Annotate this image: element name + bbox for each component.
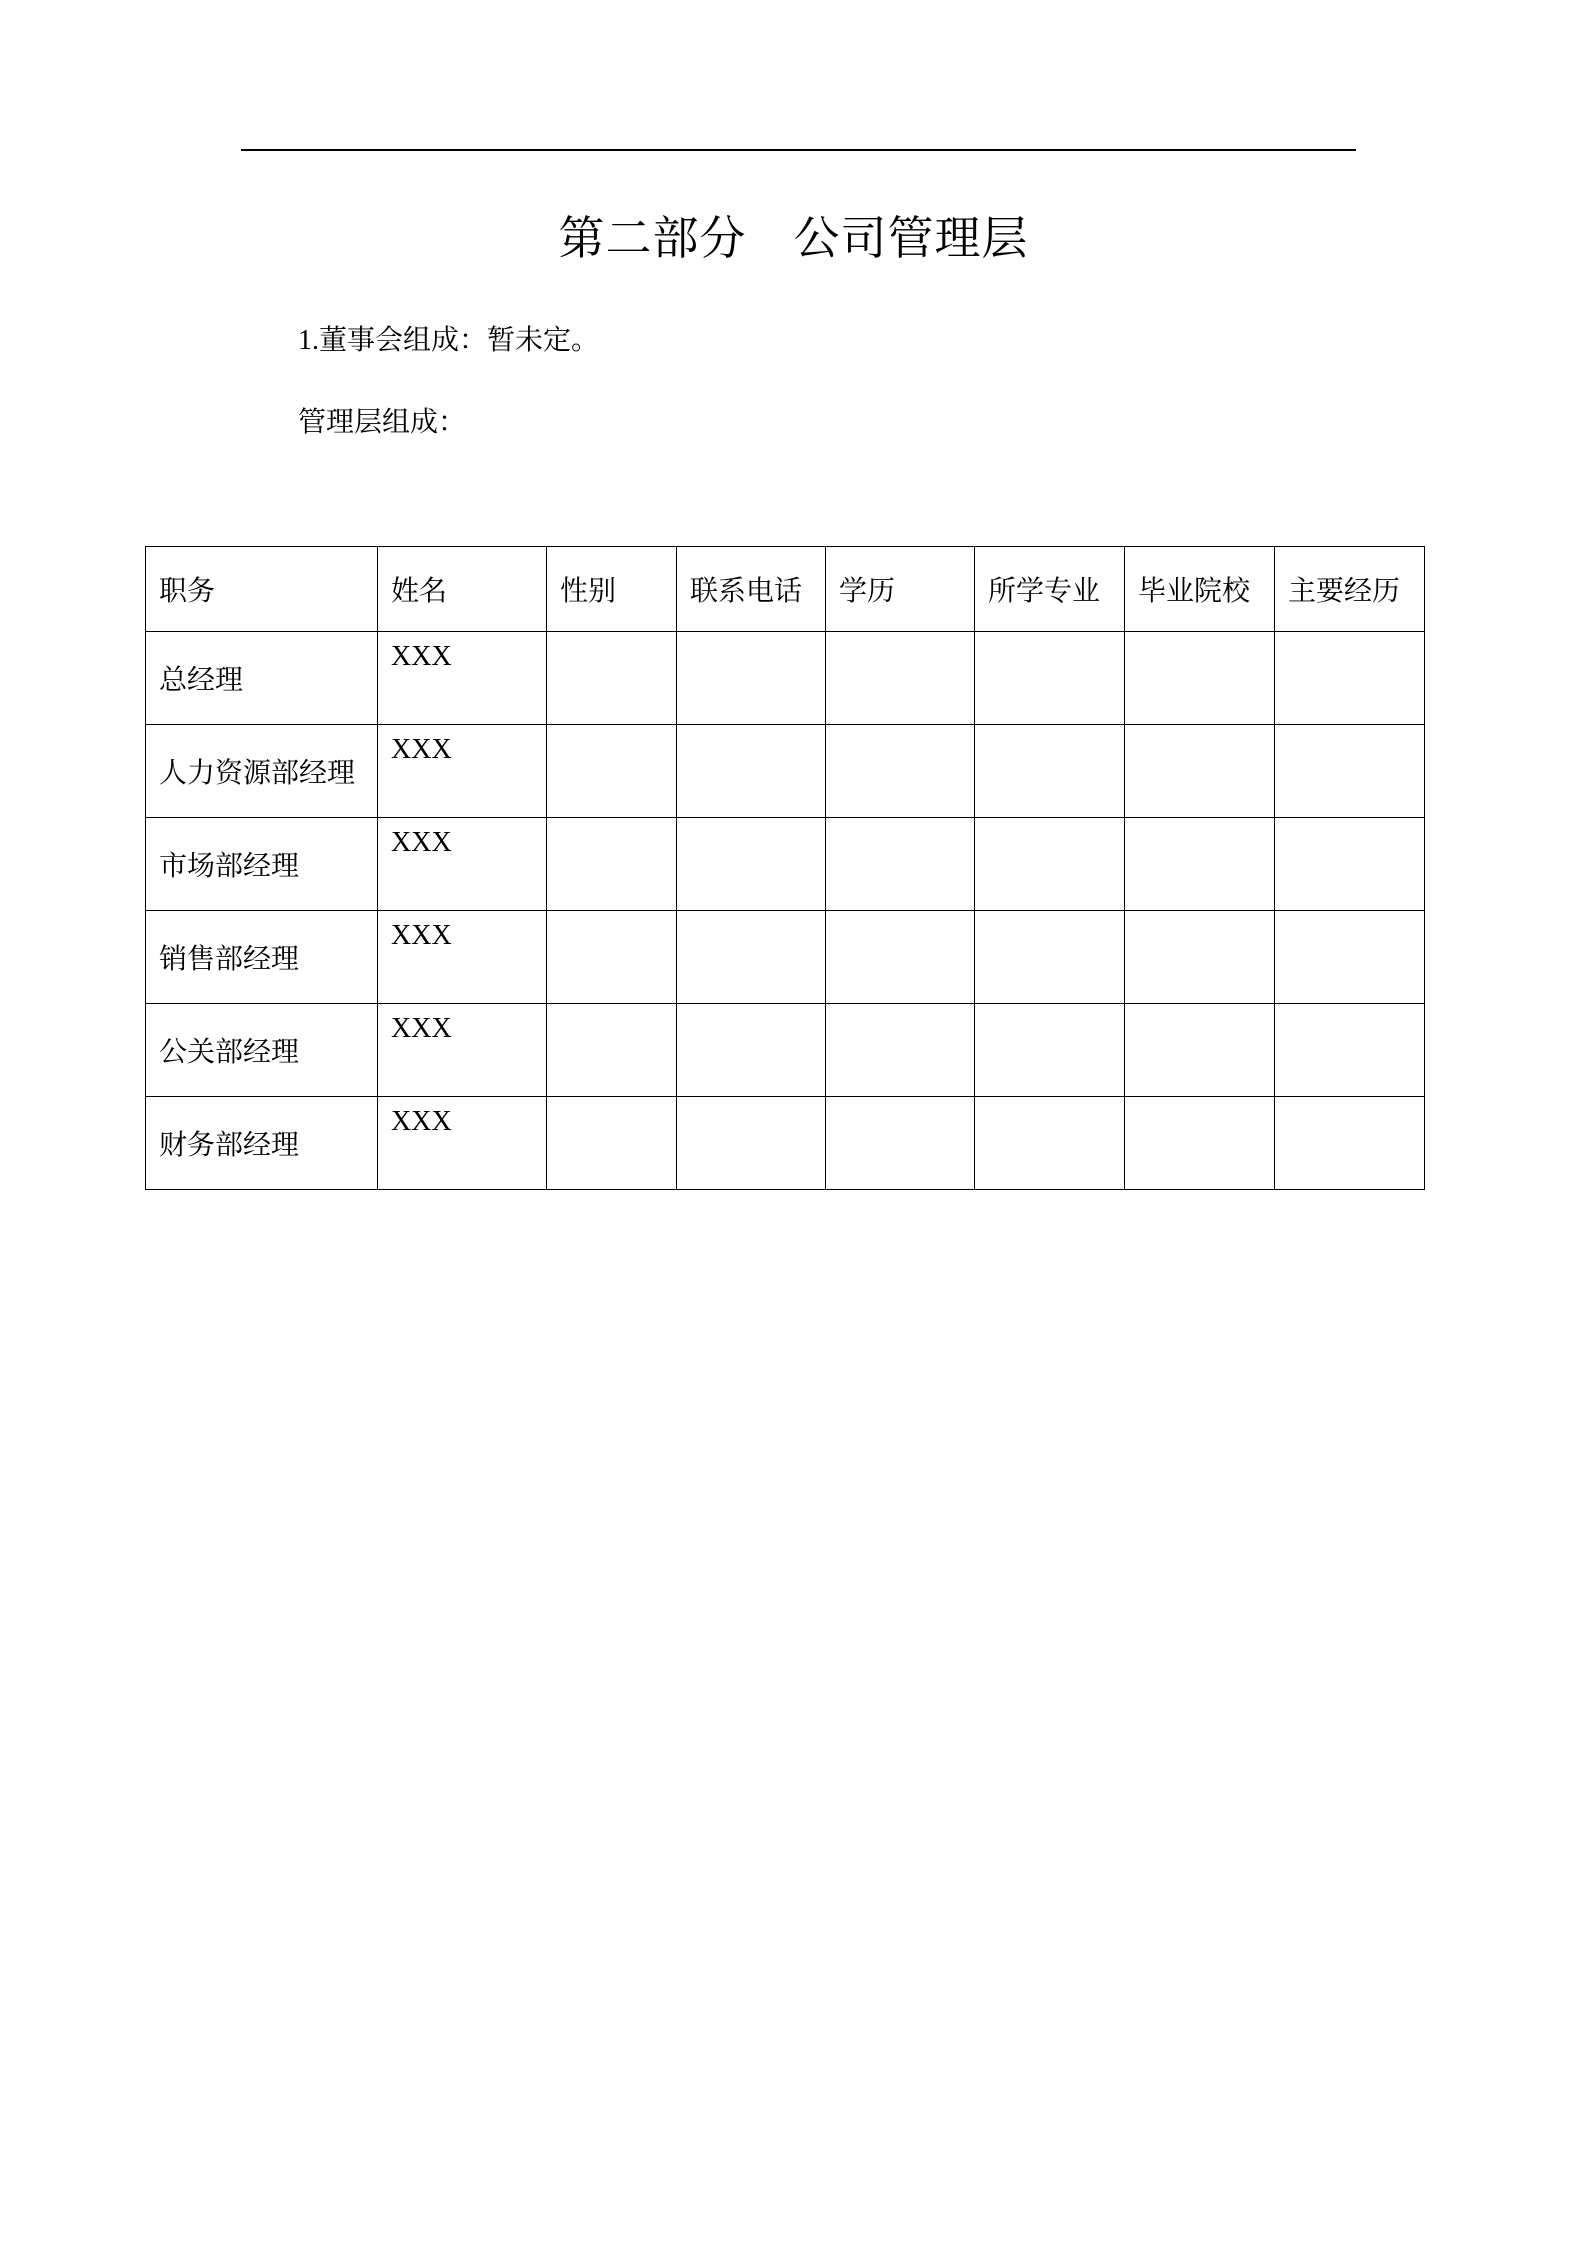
header-education: 学历 <box>826 547 975 632</box>
major-cell <box>975 1097 1125 1190</box>
education-cell <box>826 818 975 911</box>
gender-cell <box>547 1097 677 1190</box>
board-composition-paragraph <box>298 320 599 361</box>
name-cell: XXX <box>378 818 547 911</box>
header-major: 所学专业 <box>975 547 1125 632</box>
experience-cell <box>1275 818 1425 911</box>
school-cell <box>1125 725 1275 818</box>
school-cell <box>1125 1004 1275 1097</box>
table-row <box>146 725 1425 818</box>
phone-cell <box>677 1004 826 1097</box>
position-cell: 总经理 <box>146 632 378 725</box>
position-cell: 市场部经理 <box>146 818 378 911</box>
experience-cell <box>1275 632 1425 725</box>
header-position: 职务 <box>146 547 378 632</box>
table-header-row <box>146 547 1425 632</box>
major-cell <box>975 818 1125 911</box>
education-cell <box>826 1097 975 1190</box>
gender-cell <box>547 725 677 818</box>
phone-cell <box>677 911 826 1004</box>
major-cell <box>975 911 1125 1004</box>
gender-cell <box>547 632 677 725</box>
phone-cell <box>677 725 826 818</box>
board-composition-text: 董事会组成：暂未定。 <box>319 323 600 356</box>
position-cell: 销售部经理 <box>146 911 378 1004</box>
management-composition-paragraph: 管理层组成： <box>298 405 467 438</box>
table-row <box>146 818 1425 911</box>
experience-cell <box>1275 911 1425 1004</box>
page-title: 第二部分 公司管理层 <box>558 211 1029 265</box>
experience-cell <box>1275 1004 1425 1097</box>
table-row <box>146 1004 1425 1097</box>
header-experience: 主要经历 <box>1275 547 1425 632</box>
board-item-number: 1. <box>298 325 319 356</box>
header-school: 毕业院校 <box>1125 547 1275 632</box>
school-cell <box>1125 818 1275 911</box>
major-cell <box>975 725 1125 818</box>
major-cell <box>975 1004 1125 1097</box>
header-gender: 性别 <box>547 547 677 632</box>
school-cell <box>1125 1097 1275 1190</box>
position-cell: 公关部经理 <box>146 1004 378 1097</box>
table-row <box>146 1097 1425 1190</box>
management-table <box>145 546 1425 1190</box>
name-cell: XXX <box>378 1097 547 1190</box>
header-name: 姓名 <box>378 547 547 632</box>
table-row <box>146 632 1425 725</box>
position-cell: 财务部经理 <box>146 1097 378 1190</box>
education-cell <box>826 725 975 818</box>
position-cell: 人力资源部经理 <box>146 725 378 818</box>
experience-cell <box>1275 725 1425 818</box>
phone-cell <box>677 818 826 911</box>
education-cell <box>826 1004 975 1097</box>
education-cell <box>826 632 975 725</box>
name-cell: XXX <box>378 725 547 818</box>
name-cell: XXX <box>378 632 547 725</box>
header-rule <box>241 149 1356 151</box>
header-phone: 联系电话 <box>677 547 826 632</box>
name-cell: XXX <box>378 911 547 1004</box>
gender-cell <box>547 911 677 1004</box>
phone-cell <box>677 632 826 725</box>
name-cell: XXX <box>378 1004 547 1097</box>
experience-cell <box>1275 1097 1425 1190</box>
gender-cell <box>547 1004 677 1097</box>
school-cell <box>1125 911 1275 1004</box>
gender-cell <box>547 818 677 911</box>
education-cell <box>826 911 975 1004</box>
table-row <box>146 911 1425 1004</box>
major-cell <box>975 632 1125 725</box>
school-cell <box>1125 632 1275 725</box>
phone-cell <box>677 1097 826 1190</box>
